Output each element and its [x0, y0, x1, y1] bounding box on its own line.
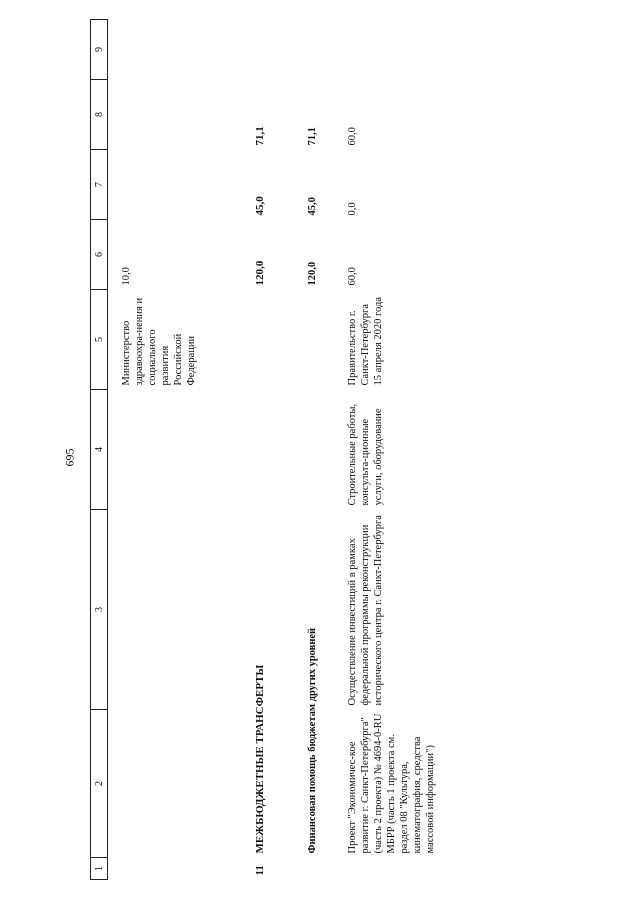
value-cell: 60,0 — [347, 267, 358, 286]
value-cell: 71,1 — [307, 127, 318, 146]
col-header: 3 — [91, 510, 108, 710]
value-cell: 10,0 — [121, 267, 132, 286]
col-header: 5 — [91, 290, 108, 390]
ministry-cell: Министерство здравоохра-нения и социального развития Российской Федерации — [121, 297, 197, 386]
page-number: 695 — [62, 448, 77, 467]
col-header: 6 — [91, 220, 108, 290]
col-header: 4 — [91, 390, 108, 510]
col-header: 2 — [91, 710, 108, 858]
borrower-cell: Правительство г. Санкт-Петербурга 15 апреля 2020 года — [347, 297, 384, 386]
col-header: 9 — [91, 20, 108, 80]
value-cell: 120,0 — [254, 260, 266, 286]
purpose-cell: Осуществление инвестиций в рамках федеральной программы реконструкции исторического центра г. Санкт-Петербурга — [347, 515, 384, 706]
value-cell: 45,0 — [307, 197, 318, 216]
value-cell: 120,0 — [307, 261, 318, 286]
works-cell: Строительные работы, консульта-ционные услуги, оборудование — [347, 403, 384, 506]
table-row — [336, 20, 437, 880]
col-header: 8 — [91, 80, 108, 150]
subsection-row — [294, 20, 336, 880]
rotated-table-page — [90, 20, 530, 880]
value-cell: 45,0 — [254, 196, 266, 216]
subsection-title: Финансовая помощь бюджетам других уровней — [307, 627, 318, 854]
project-cell: Проект "Экономичес-кое развитие г. Санкт-Петербурга" (часть 2 проекта) № 4694-0-RU МБРР (часть 1 проекта см. раздел 08 "Культура, кинематография, средства массовой информации") — [347, 713, 436, 854]
table-row — [108, 20, 241, 880]
section-row — [240, 20, 294, 880]
header-row — [91, 20, 108, 880]
budget-table — [90, 19, 437, 880]
value-cell: 60,0 — [347, 127, 358, 146]
col-header: 7 — [91, 150, 108, 220]
section-title: МЕЖБЮДЖЕТНЫЕ ТРАНСФЕРТЫ — [254, 664, 266, 854]
section-number: 11 — [254, 865, 266, 876]
col-header: 1 — [91, 858, 108, 880]
value-cell: 0,0 — [347, 202, 358, 216]
value-cell: 71,1 — [254, 126, 266, 146]
